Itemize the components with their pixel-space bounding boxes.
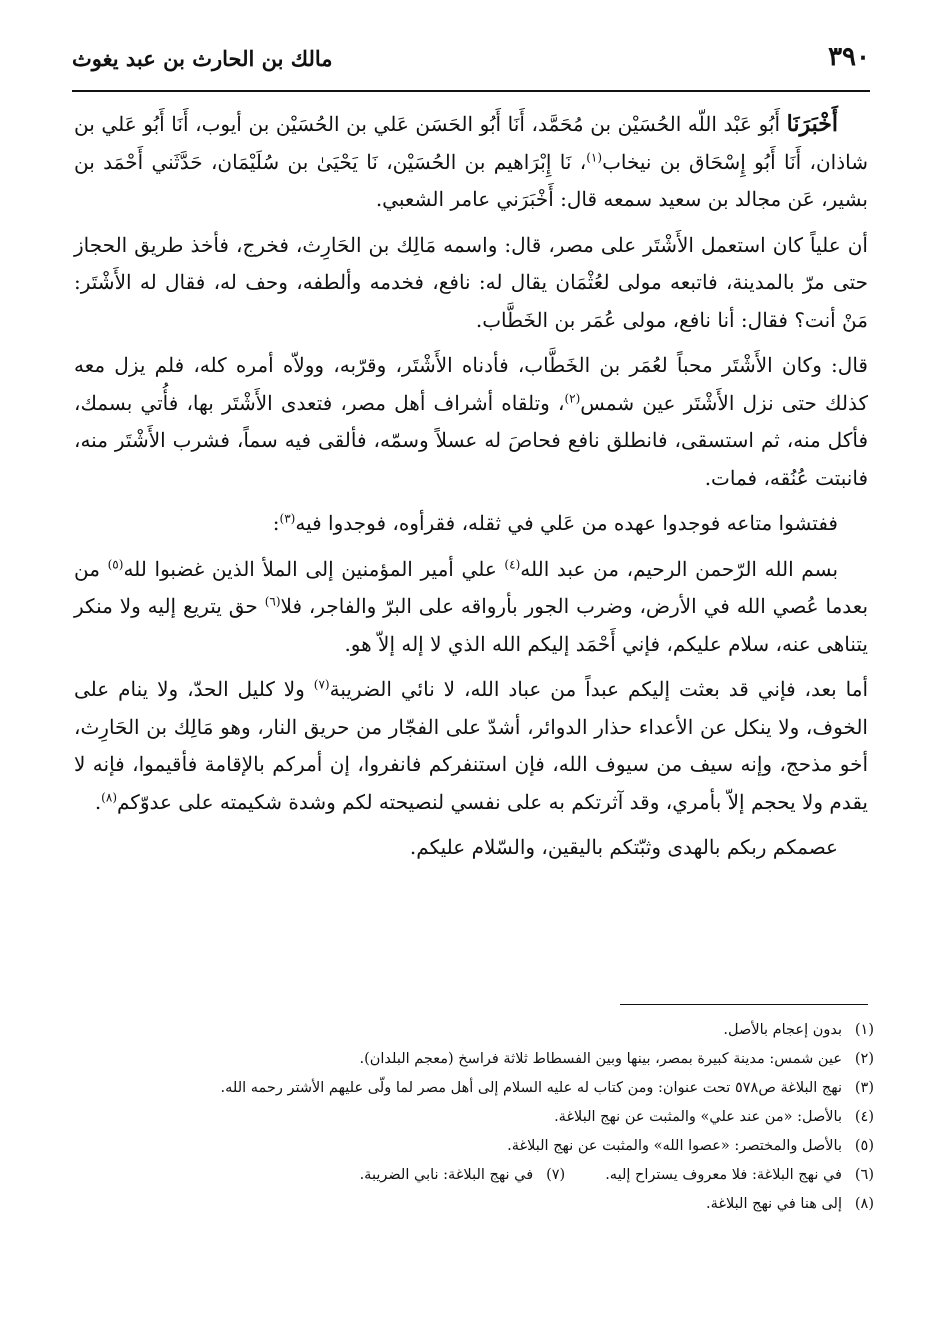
header-rule (72, 90, 870, 92)
footnote-item (74, 1132, 874, 1161)
footnote-number: (٦) (854, 1167, 874, 1183)
paragraph-text: ففتشوا متاعه فوجدوا عهده من عَلي في ثقله، فقرأوه، فوجدوا فيه (295, 511, 838, 535)
footnote-marker: (٨) (101, 789, 117, 804)
paragraph-text: أما بعد، فإني قد بعثت إليكم عبداً من عباد الله، لا نائي الضريبة (329, 677, 869, 701)
paragraph-letter-body (74, 671, 868, 821)
running-title: مالك بن الحارث بن عبد يغوث (72, 46, 333, 71)
footnote-text: بالأصل: «من عند علي» والمثبت عن نهج البلاغة. (554, 1109, 842, 1125)
footnote-number: (٧) (546, 1167, 566, 1183)
footnote-text: بدون إعجام بالأصل. (723, 1022, 842, 1038)
main-text (74, 106, 868, 875)
footnote-marker: (٢) (564, 390, 581, 405)
footnote-item (74, 1074, 874, 1103)
footnote-marker: (٧) (313, 677, 330, 692)
footnote-number: (٣) (854, 1080, 874, 1096)
footnote-number: (٥) (854, 1138, 874, 1154)
paragraph-text: . (94, 789, 102, 814)
paragraph-closing: عصمكم ربكم بالهدى وثبّتكم باليقين، والسّلام عليكم. (409, 835, 838, 859)
footnote-number: (٨) (854, 1196, 874, 1212)
footnote-text: بالأصل والمختصر: «عصوا الله» والمثبت عن نهج البلاغة. (507, 1138, 842, 1154)
footnote-marker: (٥) (107, 556, 124, 571)
paragraph-text: علي أمير المؤمنين إلى الملأ الذين غضبوا لله (123, 556, 505, 581)
paragraph-text: من بعدما عُصي الله في الأرض، وضرب الجور بأرواقه على البرّ والفاجر، فلا (74, 556, 869, 618)
paragraph-ashtar (74, 347, 868, 497)
page-header (72, 42, 870, 82)
footnote-text: في نهج البلاغة: فلا معروف يستراح إليه. (605, 1167, 842, 1183)
footnote-item (74, 1190, 874, 1219)
paragraph-story: أن علياً كان استعمل الأَشْتَر على مصر، قال: واسمه مَالِك بن الحَارِث، فخرج، فأخذ طريق الحجاز حتى مرّ بالمدينة، فاتبعه مولى لعُثْمَان يقال له: نافع، فخدمه وألطفه، وحف له، فقال له الأَشْتَر: مَنْ أنت؟ فقال: أنا نافع، مولى عُمَر بن الخَطَّاب. (74, 232, 868, 332)
paragraph-text: : (272, 511, 280, 535)
footnote-number: (٢) (854, 1051, 874, 1067)
footnote-text: عين شمس: مدينة كبيرة بمصر، بينها وبين الفسطاط ثلاثة فراسخ (معجم البلدان). (359, 1051, 842, 1067)
paragraph-text: قال: وكان الأَشْتَر محباً لعُمَر بن الخَطَّاب، فأدناه الأَشْتَر، وقرّبه، وولاّه أمره كله، فلم يزل معه كذلك حتى نزل الأَشْتَر عين شمس (74, 353, 868, 415)
footnote-text: إلى هنا في نهج البلاغة. (706, 1196, 842, 1212)
footnote-marker: (٣) (279, 511, 296, 526)
paragraph-isnad (74, 106, 868, 219)
footnote-text: نهج البلاغة ص٥٧٨ تحت عنوان: ومن كتاب له عليه السلام إلى أهل مصر لما ولّى عليهم الأشتر رحمه الله. (220, 1080, 842, 1096)
paragraph-letter-opening (74, 551, 868, 664)
footnote-number: (١) (854, 1022, 874, 1038)
footnote-item (74, 1161, 874, 1190)
footnote-item (74, 1103, 874, 1132)
paragraph-letter-found (74, 505, 868, 543)
footnotes (74, 1016, 874, 1219)
page-number: ٣٩٠ (828, 42, 870, 72)
paragraph-text: حق يتريع إليه ولا منكر يتناهى عنه، سلام عليكم، فإني أَحْمَد إليكم الله الذي لا إله إلاّ هو. (74, 594, 868, 656)
footnote-marker: (١) (586, 149, 603, 164)
paragraph-text: ، نَا إِبْرَاهيم بن الحُسَيْن، نَا يَحْيَىٰ بن سُلَيْمَان، حَدَّثَني أَحْمَد بن بشير، عَن مجالد بن سعيد سمعه قال: أَخْبَرَني عامر الشعبي. (74, 149, 868, 211)
paragraph-text: أَبُو عَبْد اللّه الحُسَيْن بن مُحَمَّد، أَنَا أَبُو الحَسَن عَلي بن الحُسَيْن بن أيوب، أَنَا أَبُو عَلي بن شاذان، أَنَا أَبُو إِسْحَاق بن نيخاب (74, 112, 868, 174)
footnote-item (74, 1045, 874, 1074)
paragraph-text: ، وتلقاه أشراف أهل مصر، فتعدى الأَشْتَر بها، فأُتي بسمك، فأكل منه، ثم استسقى، فانطلق نافع فحاصَ له عسلاً وسمّه، فألقى فيه سماً، فشرب الأَشْتَر منه، فانبتت عُنُقه، فمات. (74, 390, 868, 490)
footnote-marker: (٦) (264, 594, 281, 609)
footnote-text: في نهج البلاغة: نابي الضريبة. (359, 1167, 534, 1183)
footnote-number: (٤) (854, 1109, 874, 1125)
footnote-item (74, 1016, 874, 1045)
footnote-marker: (٤) (504, 556, 521, 571)
footnote-rule (620, 1004, 868, 1005)
paragraph-text: ولا كليل الحدّ، ولا ينام على الخوف، ولا ينكل عن الأعداء حذار الدوائر، أشدّ على الفجّار من حريق النار، وهو مَالِك بن الحَارِث، أخو مذحج، وإنه سيف من سيوف الله، فإن استنفركم فانفروا، إن أمركم بالإقامة فأقيموا، فإنه لا يقدم ولا يحجم إلاّ بأمري، وقد آثرتكم به على نفسي لنصيحته لكم وشدة شكيمته على عدوّكم (74, 677, 869, 814)
lead-word: أَخْبَرَنَا (786, 111, 838, 137)
paragraph-text: بسم الله الرّحمن الرحيم، من عبد الله (520, 556, 839, 581)
